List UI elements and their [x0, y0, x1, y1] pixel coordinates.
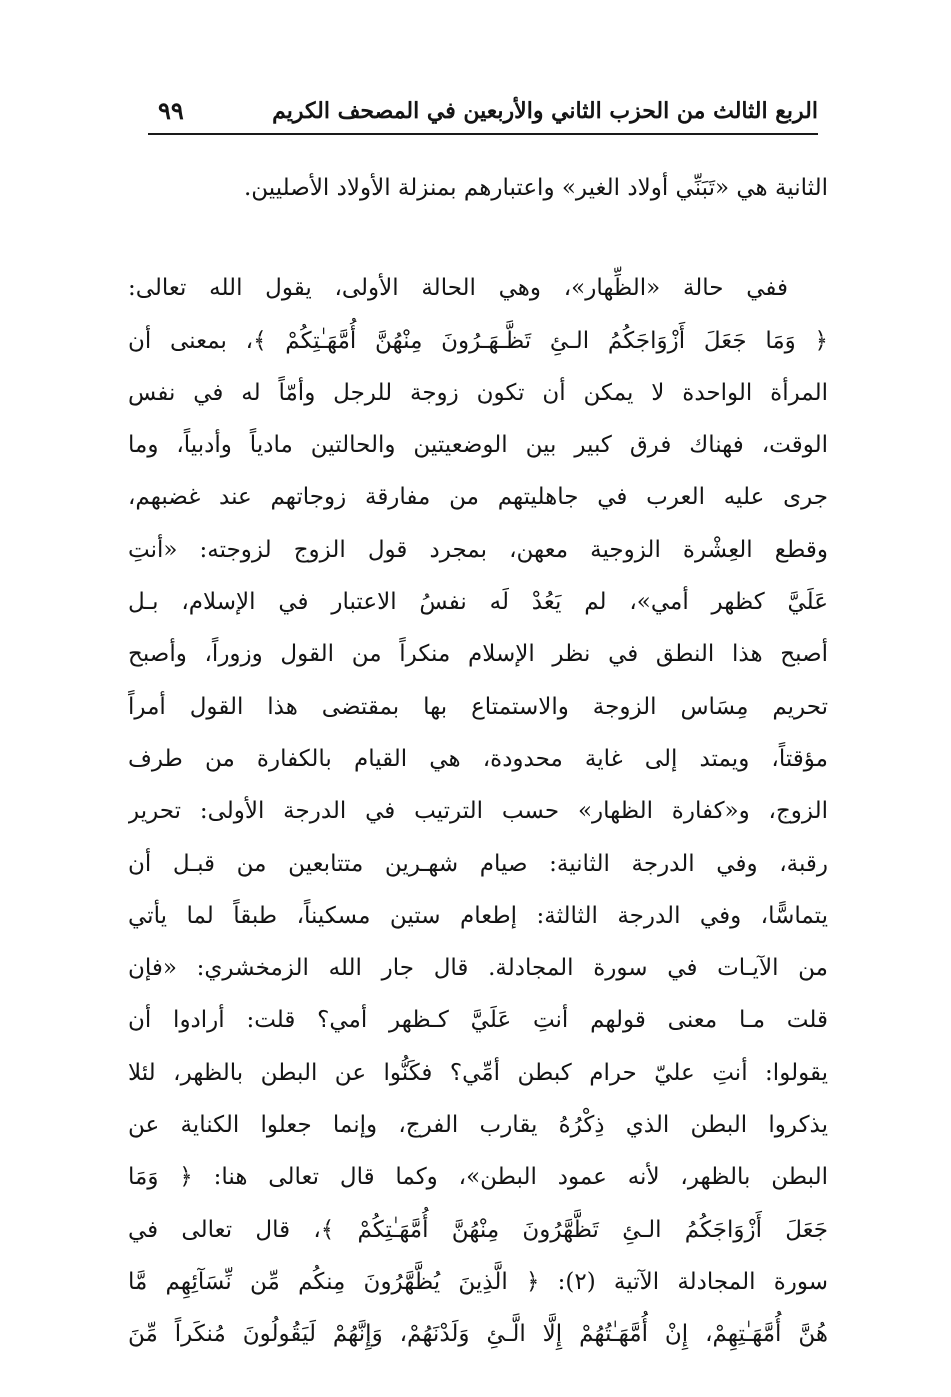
text-line: جَعَلَ أَزْوَاجَكُمُ الـئِ تَظَّهَّرُونَ مِنْهُنَّ أُمَّهَـٰتِكُمْ ﴾، قال تعالى في [128, 1216, 828, 1243]
text-line: ﴿ وَمَا جَعَلَ أَزْوَاجَكُمُ الـئِ تَظَّـهَـرُونَ مِنْهُنَّ أُمَّهَـٰتِكُمْ ﴾، بمعنى أن [128, 327, 828, 354]
text-line: يقولوا: أنتِ عليّ حرام كبطن أمِّي؟ فكَنُّوا عن البطن بالظهر، لئلا [128, 1059, 828, 1086]
paragraph-2 [128, 262, 828, 1360]
text-line: الثانية هي «تَبَنِّي أولاد الغير» واعتبارهم بمنزلة الأولاد الأصليين. [243, 175, 828, 201]
text-line: الوقت، فهناك فرق كبير بين الوضعيتين والحالتين مادياً وأدبياً، وما [128, 432, 828, 459]
text-line: يذكروا البطن الذي ذِكْرُهُ يقارب الفرج، وإنما جعلوا الكناية عن [128, 1112, 828, 1139]
paragraph-1 [128, 162, 828, 214]
body-text [128, 162, 828, 1361]
text-line: قلت مـا معنى قولهم أنتِ عَلَيَّ كـظهر أمي؟ قلت: أرادوا أن [128, 1007, 828, 1034]
text-line: أصبح هذا النطق في نظر الإسلام منكراً من القول وزوراً، وأصبح [128, 641, 828, 668]
text-line: يتماسًّا، وفي الدرجة الثالثة: إطعام ستين مسكيناً، طبقاً لما يأتي [128, 902, 828, 929]
text-line: البطن بالظهر، لأنه عمود البطن»، وكما قال تعالى هنا: ﴿ وَمَا [128, 1164, 828, 1191]
page-number: ٩٩ [158, 96, 184, 125]
text-line: رقبة، وفي الدرجة الثانية: صيام شهـرين متتابعين من قبـل أن [128, 850, 828, 877]
text-line: المرأة الواحدة لا يمكن أن تكون زوجة للرجل وأمّاً له في نفس [128, 379, 828, 406]
text-line: سورة المجادلة الآتية (٢): ﴿ الَّذِينَ يُظَّهَّرُونَ مِنكُم مِّن نِّسَآئِهِم مَّا [128, 1268, 828, 1295]
text-line: جرى عليه العرب في جاهليتهم من مفارقة زوجاتهم عند غضبهم، [128, 484, 828, 511]
text-line: عَلَيَّ كظهر أمي»، لم يَعُدْ لَه نفسُ الاعتبار في الإسلام، بـل [128, 589, 828, 616]
text-line: تحريم مِسَاس الزوجة والاستمتاع بها بمقتضى هذا القول أمراً [128, 693, 828, 720]
header-title: الربع الثالث من الحزب الثاني والأربعين في المصحف الكريم [272, 98, 818, 124]
text-line: من الآيـات في سورة المجادلة. قال جار الله الزمخشري: «فإن [128, 955, 828, 982]
text-line: وقطع العِشْرة الزوجية معهن، بمجرد قول الزوج لزوجته: «أنتِ [128, 536, 828, 563]
paragraph-gap [128, 214, 828, 262]
text-line: الزوج، و«كفارة الظهار» حسب الترتيب في الدرجة الأولى: تحرير [128, 798, 828, 825]
running-header [148, 96, 818, 132]
header-divider [148, 133, 818, 135]
text-line: هُنَّ أُمَّهَـٰتِهِمْ، إِنْ أُمَّهَـٰتُهُمْ إِلَّا الَّـئِ وَلَدْنَهُمْ، وَإِنَّهُمْ لَيَقُولُونَ مُنكَراً مِّنَ [128, 1321, 828, 1348]
text-line: مؤقتاً، ويمتد إلى غاية محدودة، هي القيام بالكفارة من طرف [128, 745, 828, 772]
text-line: ففي حالة «الظِّهار»، وهي الحالة الأولى، يقول الله تعالى: [128, 275, 788, 302]
